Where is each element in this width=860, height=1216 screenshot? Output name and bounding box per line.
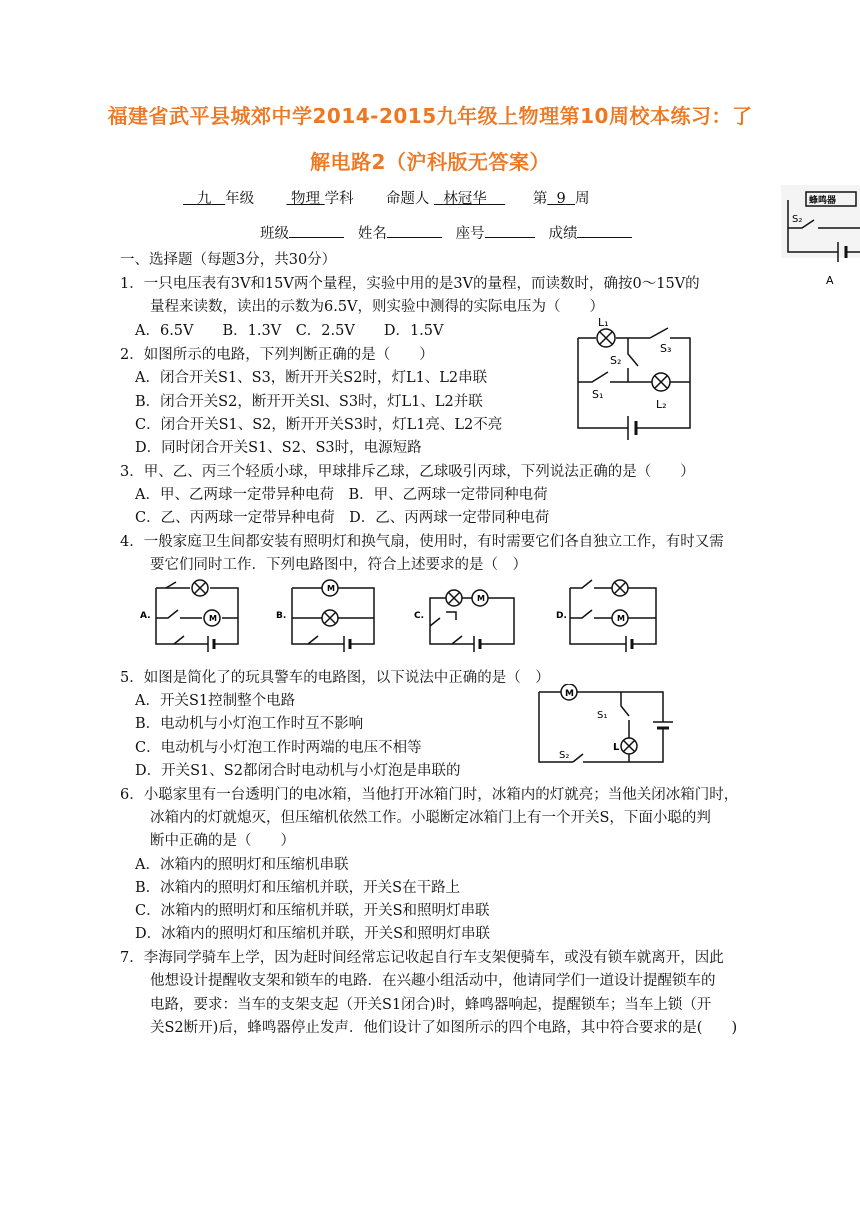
- q2-label-s3: S₃: [660, 342, 672, 355]
- q6-option-c: C．冰箱内的照明灯和压缩机并联，开关S和照明灯串联: [135, 903, 490, 919]
- q6-option-b: B．冰箱内的照明灯和压缩机并联，开关S在干路上: [135, 880, 461, 896]
- seat-label: 座号: [455, 226, 485, 242]
- q3-options-ab: A．甲、乙两球一定带异种电荷 B．甲、乙两球一定带同种电荷: [135, 487, 548, 503]
- q4-line-2: 要它们同时工作．下列电路图中，符合上述要求的是（ ）: [150, 557, 527, 573]
- q4-line-1: 4．一般家庭卫生间都安装有照明灯和换气扇，使用时，有时需要它们各自独立工作，有时又需: [120, 534, 724, 550]
- q5-option-b: B．电动机与小灯泡工作时互不影响: [135, 716, 364, 732]
- week-suffix: 周: [575, 191, 590, 207]
- q4-label-d: D.: [556, 611, 567, 621]
- q5-option-d: D．开关S1、S2都闭合时电动机与小灯泡是串联的: [135, 763, 461, 779]
- title-line-2: 解电路2（沪科版无答案）: [310, 150, 550, 174]
- q7-line-3: 电路，要求：当车的支架支起（开关S1闭合)时，蜂鸣器响起，提醒锁车；当车上锁（开: [150, 997, 712, 1013]
- side-circuit-figure: [780, 184, 860, 292]
- q7-line-2: 他想设计提醒收支架和锁车的电路．在兴趣小组活动中，他请同学们一道设计提醒锁车的: [150, 973, 716, 989]
- q7-line-1: 7．李海同学骑车上学，因为赶时间经常忘记收起自行车支架便骑车，或没有锁车就离开，因此: [120, 950, 724, 966]
- q3-stem: 3．甲、乙、丙三个轻质小球，甲球排斥乙球，乙球吸引丙球，下列说法正确的是（ ）: [120, 464, 695, 480]
- q4-circuit-options: [138, 574, 678, 660]
- q5-circuit-figure: [533, 684, 683, 770]
- class-blank: [289, 222, 344, 238]
- q2-label-l1: L₁: [598, 316, 609, 329]
- q7-line-4: 关S2断开)后，蜂鸣器停止发声．他们设计了如图所示的四个电路，其中符合要求的是( ): [150, 1020, 738, 1036]
- side-label-a: A: [826, 274, 834, 287]
- q1-line-2: 量程来读数，读出的示数为6.5V，则实验中测得的实际电压为（ ）: [150, 299, 605, 315]
- q5-option-c: C．电动机与小灯泡工作时两端的电压不相等: [135, 740, 422, 756]
- q5-label-l: L: [613, 742, 620, 753]
- q5-label-s1: S₁: [597, 710, 608, 721]
- section-heading: 一、选择题（每题3分，共30分）: [120, 252, 337, 268]
- week-value: 9: [556, 191, 566, 207]
- q1-options: A．6.5V B．1.3V C．2.5V D．1.5V: [135, 323, 444, 339]
- q2-stem: 2．如图所示的电路，下列判断正确的是（ ）: [120, 347, 434, 363]
- q5-option-a: A．开关S1控制整个电路: [135, 693, 296, 709]
- q2-circuit-figure: [568, 316, 698, 444]
- q4-label-c: C.: [414, 611, 425, 621]
- week-prefix: 第: [532, 191, 548, 207]
- grade-value: 九: [196, 191, 212, 207]
- class-label: 班级: [260, 226, 289, 242]
- name-blank: [387, 222, 442, 238]
- q6-option-a: A．冰箱内的照明灯和压缩机串联: [135, 857, 349, 873]
- q2-label-s1: S₁: [592, 388, 604, 401]
- author-value: 林冠华: [443, 191, 487, 207]
- subject-value: 物理: [291, 191, 321, 207]
- q2-option-b: B．闭合开关S2，断开开关Sl、S3时，灯L1、L2并联: [135, 394, 483, 410]
- header-row-2: [260, 222, 632, 244]
- q4-motor-b: M: [327, 584, 335, 593]
- q2-option-a: A．闭合开关S1、S3，断开开关S2时，灯L1、L2串联: [135, 370, 488, 386]
- q6-option-d: D．冰箱内的照明灯和压缩机并联，开关S和照明灯串联: [135, 926, 491, 942]
- q3-options-cd: C．乙、丙两球一定带异种电荷 D．乙、丙两球一定带同种电荷: [135, 510, 550, 526]
- q4-label-b: B.: [276, 611, 287, 621]
- score-label: 成绩: [548, 226, 578, 242]
- q5-label-s2: S₂: [559, 750, 570, 761]
- q5-label-m: M: [565, 689, 574, 699]
- q6-line-2: 冰箱内的灯就熄灭，但压缩机依然工作。小聪断定冰箱门上有一个开关S，下面小聪的判: [150, 810, 711, 826]
- title-line-1: 福建省武平县城郊中学2014-2015九年级上物理第10周校本练习：了: [107, 104, 753, 128]
- seat-blank: [485, 222, 535, 238]
- q6-line-1: 6．小聪家里有一台透明门的电冰箱，当他打开冰箱门时，冰箱内的灯就亮；当他关闭冰箱门时，: [120, 787, 739, 803]
- grade-label: 年级: [225, 191, 255, 207]
- q2-label-l2: L₂: [656, 398, 667, 411]
- side-label-buzzer: 蜂鸣器: [809, 196, 837, 206]
- q4-motor-d: M: [617, 614, 625, 623]
- q5-stem: 5．如图是简化了的玩具警车的电路图，以下说法中正确的是（ ）: [120, 670, 550, 686]
- name-label: 姓名: [357, 226, 387, 242]
- author-label: 命题人: [385, 191, 430, 207]
- header-row-1: [183, 189, 590, 209]
- q6-line-3: 断中正确的是（ ）: [150, 833, 295, 849]
- score-blank: [577, 222, 632, 238]
- q4-label-a: A.: [140, 611, 151, 621]
- side-label-s2: S₂: [792, 214, 803, 225]
- q4-motor-a: M: [209, 614, 217, 623]
- q2-label-s2: S₂: [610, 354, 622, 367]
- q2-option-c: C．闭合开关S1、S2，断开开关S3时，灯L1亮、L2不亮: [135, 417, 503, 433]
- q4-motor-c: M: [477, 594, 485, 603]
- q1-line-1: 1．一只电压表有3V和15V两个量程，实验中用的是3V的量程，而读数时，确按0～15V的: [120, 276, 700, 292]
- subject-label: 学科: [324, 191, 354, 207]
- q2-option-d: D．同时闭合开关S1、S2、S3时，电源短路: [135, 440, 422, 456]
